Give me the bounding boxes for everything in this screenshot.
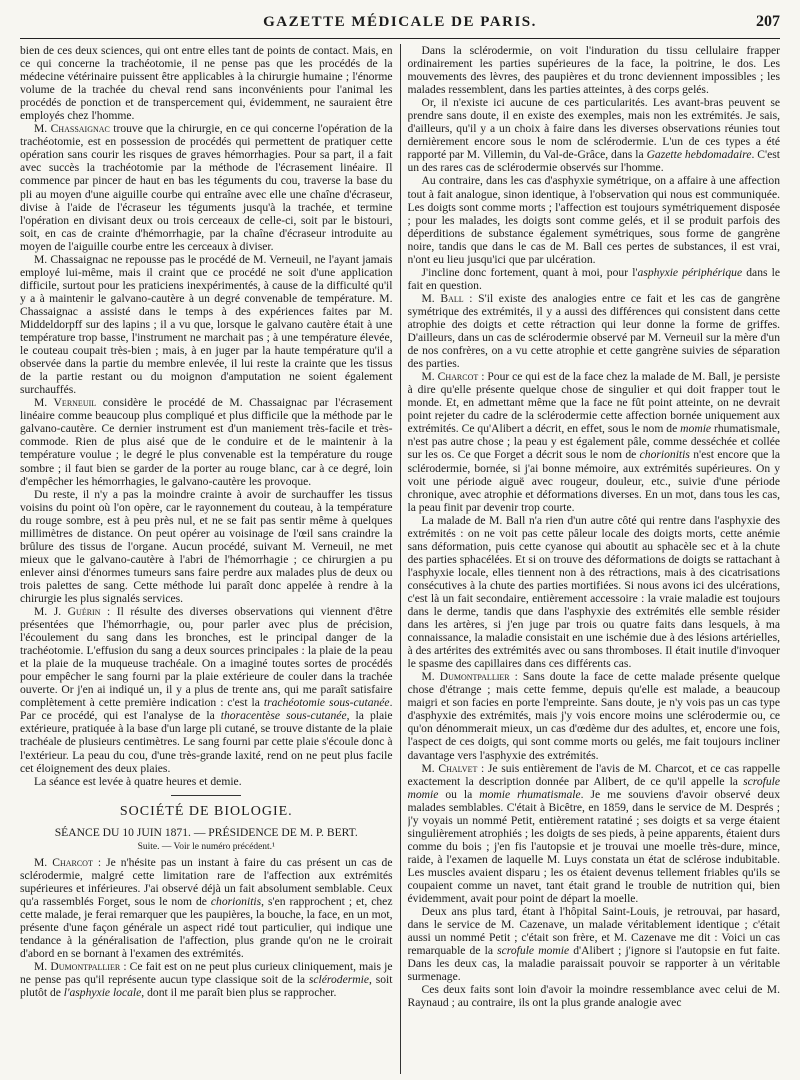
running-header: [20, 12, 780, 39]
continued-note: Suite. — Voir le numéro précédent.¹: [137, 841, 275, 852]
speaker: M. Charcot: [421, 370, 479, 384]
session-line: SÉANCE DU 10 JUIN 1871. — PRÉSIDENCE DE M. P. BERT.: [54, 825, 358, 839]
paragraph-text: . C'est un des rares cas de sclérodermie observés sur l'homme.: [407, 148, 780, 175]
speaker: M. J. Guérin: [34, 605, 101, 619]
emphasis: thoracentèse sous-cutanée: [220, 709, 347, 723]
paragraph-text: : Il résulte des diverses observations qui viennent d'être présentées que l'hémorrhagie, ou, pour parler avec plus de précision, l'écoulement du sang dans les bronches, est le principal danger de la trachéotomie. L'effusion du sang a deux sources principales : la plaie de la peau et la plaie de la muqueuse trachéale. On a imaginé toutes sortes de procédés pour empêcher le sang fourni par la plaie extérieure de couler dans la trachée ouverte. Or j'en ai indiqué un, il y a plus de trente ans, qui me paraît satisfaire complètement à cette première indication : c'est la: [20, 605, 393, 710]
paragraph-text: : Je n'hésite pas un instant à faire du cas présent un cas de sclérodermie, malgré cette limitation rare de l'affection aux extrémités supérieures et inférieures. J'ai observé déjà un fait absolument semblable. Ceux qu'a rassemblés Forget, sous le nom de: [20, 855, 393, 908]
paragraph-text: , dont il me paraît bien plus se rapprocher.: [141, 986, 337, 1000]
emphasis: scrofule momie: [407, 774, 780, 801]
paragraph: Au contraire, dans les cas d'asphyxie symétrique, on a affaire à une affection tout à fait analogue, sinon identique, à l'observation qui nous est communiquée. Les doigts sont comme morts ; l'affection est toujours symétriquement disposée ; pour les malades, les doigts sont comme gelés, et il se produit parfois des déperditions de substance également symétriques, sous forme de gangrène noire, tandis que dans le cas de M. Ball ces pertes de substances, il est vrai, n'ont eu lieu jusqu'ici que par ulcération.: [407, 174, 780, 266]
paragraph-text: : Sans doute la face de cette malade présente quelque chose d'étrange ; mais cette femme, depuis qu'elle est malade, a beaucoup maigri et son facies en porte l'empreinte. Sans doute, je n'y vois pas un cas type d'asphyxie des extrémités, mais j'y vois encore moins une sclérodermie ou, ce qu'on dénommerait mieux, un cas d'œdème dur des adultes, et, encore une fois, l'aspect de ces doigts, qui sont comme morts ou gelés, me fait toujours incliner davantage vers l'asphyxie des extrémités.: [407, 670, 780, 762]
paragraph-text: Deux ans plus tard, étant à l'hôpital Saint-Louis, je retrouvai, par hasard, dans le service de M. Cazenave, un malade véritablement identique ; c'était aussi un nommé Petit ; c'était son frère, et M. Cazenave me dit : Voici un cas remarquable de la: [407, 905, 780, 958]
paragraph-text: ou la: [438, 787, 480, 801]
emphasis: Gazette hebdomadaire: [646, 148, 752, 162]
paragraph-text: trouve que la chirurgie, en ce qui concerne l'opération de la trachéotomie, est en possession de procédés qui permettent de pratiquer cette opération sans courir les risques de graves hémorrhagies. Pour sa part, il a fait avec succès la trachéotomie par la méthode de l'écrasement linéaire. Il commence par pincer de haut en bas les téguments du cou, traverse la base du pli au moyen d'une aiguille courbe qui entraîne avec elle une chaîne d'écraseur, divise à l'aide de l'écraseur les téguments jusqu'à la trachée, et termine l'opération en divisant deux ou trois cerceaux de celle-ci, soit par le bistouri, soit, en cas de crainte d'hémorrhagie, par la chaîne d'écraseur introduite au moyen de l'aiguille courbe entre les cerceaux à diviser.: [20, 122, 393, 253]
emphasis: asphyxie périphérique: [637, 265, 743, 279]
paragraph-text: n'est encore que la sclérodermie, bornée, si j'ai bonne mémoire, aux extrémités supérieures. On y voit une période aiguë avec rougeur, douleur, etc., suivie d'une période chronique, avec atrophie et déformations diverses. En un mot, dans tous les cas, la peau finit par devenir trop courte.: [407, 448, 780, 514]
paragraph: [408, 292, 781, 370]
paragraph-text: d'Alibert ; j'ignore si l'autopsie en fut faite. Dans les deux cas, la maladie paraissait pouvoir se rapporter à un véritable surmenage.: [407, 944, 780, 984]
speaker: M. Dumontpallier: [421, 670, 510, 684]
paragraph: M. Chassaignac ne repousse pas le procédé de M. Verneuil, ne l'ayant jamais employé lui-même, mais il craint que ce procédé ne soit d'une application difficile, surtout pour les praticiens inexpérimentés, à cause de la difficulté qu'il y a à maintenir le galvano-cautère à un degré convenable de température. M. Chassaignac a assisté dans le temps à des expériences faites par M. Middeldorpff sur des lapins ; il a vu que, lorsque le galvano cautère était à une température trop basse, l'instrument ne marchait pas ; à une température élevée, le couteau coupait très-bien ; mais, à en juger par la haute température qu'il a observée dans la partie du membre enlevée, il lui reste la crainte que les tissus de la partie restant ou du moignon d'amputation ne soient également surchauffés.: [20, 252, 393, 397]
paragraph-text: , la plaie extérieure, pratiquée à la base d'un large pli cutané, se trouve distante de la plaie trachéale de plusieurs centimètres. Le sang fourni par cette plaie s'écoule donc à l'extérieur. La peau du cou, d'une très-grande laxité, rend on ne peut plus facile cet éloignement des deux plaies.: [20, 709, 393, 775]
journal-title: GAZETTE MÉDICALE DE PARIS.: [263, 14, 537, 30]
paragraph: [20, 605, 393, 775]
section-title: SOCIÉTÉ DE BIOLOGIE.: [119, 803, 293, 819]
speaker: M. Chalvet: [421, 761, 478, 775]
left-column: [20, 44, 393, 1074]
text-columns: [20, 44, 780, 1074]
emphasis: momie: [680, 422, 712, 436]
paragraph: [408, 370, 781, 514]
emphasis: sclérodermie: [308, 973, 369, 987]
speaker: M. Charcot: [34, 855, 93, 869]
column-divider: [400, 44, 401, 1074]
paragraph: [20, 396, 393, 487]
speaker: M. Chassaignac: [34, 122, 110, 136]
paragraph-text: : Pour ce qui est de la face chez la malade de M. Ball, je persiste à dire qu'elle présente quelque chose de singulier et qui doit frapper tout le monde. Et, en admettant même que la face ne fût point atteinte, on ne devrait point rejeter du cadre de la sclérodermie cette affection bornée uniquement aux extrémités. Ce qu'Alibert a décrit, en effet, sous le nom de: [407, 370, 780, 436]
emphasis: scrofule momie: [497, 944, 570, 958]
paragraph: [20, 960, 393, 999]
speaker: M. Verneuil: [34, 396, 97, 410]
emphasis: trachéotomie sous-cutanée: [263, 696, 390, 710]
speaker: M. Ball: [421, 291, 464, 305]
paragraph-text: : S'il existe des analogies entre ce fait et les cas de gangrène symétrique des extrémités, il y a aussi des différences qui consistent dans cette atrophie des doigts et cette rétraction qui leur donne la forme de griffes. D'ailleurs, dans un cas de sclérodermie observé par M. Verneuil sur la mère d'un de nos confrères, on a vu cette atrophie et cette gangrène suivies de séparation des parties.: [407, 291, 780, 371]
paragraph-text: , soit plutôt de: [20, 973, 393, 1000]
paragraph: [408, 670, 781, 761]
paragraph-text: : Je suis entièrement de l'avis de M. Charcot, et ce cas rappelle exactement la description donnée par Alibert, de ce qu'il appelle la: [407, 761, 780, 788]
emphasis: l'asphyxie locale: [63, 986, 142, 1000]
paragraph: Ces deux faits sont loin d'avoir la moindre ressemblance avec celui de M. Raynaud ; au contraire, ils ont la plus grande analogie avec: [407, 983, 780, 1010]
paragraph: [408, 96, 781, 174]
paragraph: [20, 122, 393, 252]
divider: [171, 795, 241, 796]
emphasis: chorionitis: [210, 894, 262, 908]
paragraph-text: , s'en rapprochent ; et, chez cette malade, je ferai remarquer que les paupières, la bouche, la face, en un mot, présente d'une façon générale un aspect ridé tout particulier, qui indique une tendance à la généralisation de l'affection, plus grande qu'on ne le croirait d'abord en se bornant à l'examen des extrémités.: [20, 894, 393, 960]
paragraph-text: dans le fait en question.: [407, 265, 780, 292]
emphasis: momie rhumatismale: [479, 787, 581, 801]
paragraph: Du reste, il n'y a pas la moindre crainte à avoir de surchauffer les tissus voisins du point où l'on opère, car le rayonnement du couteau, à la température du rouge sombre, est à peu près nul, et ne se fait pas sentir même à quelques millimètres de distance. On peut opérer au voisinage de l'œil sans craindre la brûlure des tissus de l'organe. Aucun procédé, suivant M. Verneuil, ne met mieux que le galvano-cautère à l'abri de l'hémorrhagie ; ce chirurgien a pu enlever ainsi d'énormes tumeurs sans faire perdre aux malades plus de deux ou trois palettes de sang. Cette méthode lui paraît donc appelée à rendre à la chirurgie les plus signalés services.: [20, 487, 393, 605]
paragraph: La malade de M. Ball n'a rien d'un autre côté qui rentre dans l'asphyxie des extrémités : on ne voit pas cette pâleur locale des doigts morts, cette anémie sans déformation, puis cette cyanose qui aboutit au sphacèle sec et à la chute des parties sphacélées. Et si on trouve des déformations de doigts se rattachant à l'asphyxie locale, elles tiennent non à des rétractions, mais à des cicatrisations consécutives à la chute des parties mortifiées. Si nous avons ici des ulcérations, c'est là un fait secondaire, entièrement accessoire : la vraie maladie est toujours dans le derme, tandis que dans l'asphyxie des extrémités elle semble résider dans les artères, si j'en juge par trois ou quatre faits dans lesquels, à ma connaissance, la maladie consistait en une ischémie due à des lésions artérielles, à des artérites des extrémités avec ou sans thromboses. Il était inutile d'invoquer le spasme des capillaires dans ces différents cas.: [407, 513, 780, 671]
paragraph-text: considère le procédé de M. Chassaignac par l'écrasement linéaire comme beaucoup plus compliqué et plus difficile que la méthode par le galvano-cautère. Ce dernier instrument est d'un maniement très-facile et très-commode. Rien de plus aisé que de le conduire et de le maintenir à la température voulue ; le degré le plus convenable est la température du rouge sombre ; il faut bien se garder de la porter au rouge blanc, car à ce degré, loin d'empêcher les hémorrhagies, le galvano-cautère les provoque.: [20, 396, 393, 488]
paragraph-text: J'incline donc fortement, quant à moi, pour l': [421, 265, 638, 279]
closing-line: La séance est levée à quatre heures et demie.: [34, 774, 242, 788]
paragraph: bien de ces deux sciences, qui ont entre elles tant de points de contact. Mais, en ce qui concerne la trachéotomie, il ne pense pas que les procédés de la médecine vétérinaire puissent être applicables à la chirurgie humaine ; l'énorme volume de la trachée du cheval rend sans inconvénients pour l'animal les procédés de ponction et de transpercement qui, évidemment, ne sauraient être employés chez l'homme.: [20, 44, 393, 123]
paragraph: [408, 266, 781, 292]
right-column: [408, 44, 781, 1074]
paragraph: [408, 905, 781, 983]
paragraph-text: . Je me souviens d'avoir observé deux malades semblables. C'était à Bicêtre, en 1859, dans le service de M. Després ; j'y voyais un nommé Petit, entièrement ratatiné ; ses doigts et sa verge étaient singulièrement atrophiés ; les doigts de ses pieds, à peine apparents, étaient durs comme du bois ; j'en fis l'autopsie et je trouvai une moelle très-dure, mince, raide, à l'examen de laquelle M. Luys constata un état de sclérose indubitable. Les muscles avaient disparu ; les os étaient devenus tellement friables qu'ils se coupaient comme un navet, tant était grand le trouble de nutrition qui, bien évidemment, avait pour point de départ la moelle.: [407, 787, 780, 906]
emphasis: chorionitis: [639, 448, 690, 462]
paragraph: [408, 762, 781, 906]
page-number: 207: [756, 13, 780, 30]
paragraph-text: : Ce fait est on ne peut plus curieux cliniquement, mais je ne pense pas qu'il représente aucun type classique soit de la: [20, 960, 393, 987]
paragraph: [20, 856, 393, 960]
paragraph-text: Or, il n'existe ici aucune de ces particularités. Les avant-bras peuvent se prendre sans doute, il en existe des exemples, mais non les extrémités. Je sais, d'ailleurs, qu'il y a un choix à faire dans les diverses observations réunies tout dernièrement encore sous le nom de sclérodermie. L'un de ces types a été rapporté par M. Villemin, du Val-de-Grâce, dans la: [407, 96, 780, 162]
speaker: M. Dumontpallier: [34, 960, 121, 974]
paragraph-text: . Par ce procédé, qui est l'analyse de la: [20, 696, 393, 723]
paragraph-text: rhumatismale, n'est pas autre chose ; la peau y est également pâle, comme desséchée et collée sur les os. Ce que Forget a décrit sous le nom de: [407, 422, 780, 462]
paragraph: Dans la sclérodermie, on voit l'induration du tissu cellulaire frapper ordinairement les parties supérieures de la face, la poitrine, le dos. Les mouvements des lèvres, des paupières et du tronc deviennent impossibles ; les malades ressemblent, dans les parties atteintes, à des corps gelés.: [407, 44, 780, 97]
